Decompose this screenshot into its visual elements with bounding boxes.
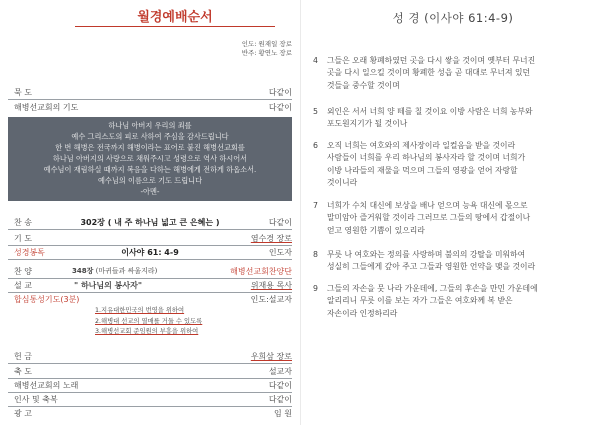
verse-line: 곳을 다시 일으킬 것이며 황폐한 성읍 곧 대대로 무너져 있던 xyxy=(327,68,531,78)
row-person: 우희삼 장로 xyxy=(250,352,292,361)
verse-6 xyxy=(313,140,593,190)
choir-group: 해병선교회찬양단 xyxy=(230,267,292,276)
verse-line: 무릇 나 여호와는 정의를 사랑하며 불의의 강탈을 미워하여 xyxy=(327,250,526,259)
verse-line: 오직 너희는 여호와의 제사장이라 일컬음을 받을 것이라 xyxy=(327,141,516,150)
sermon-title: " 하나님의 봉사자" xyxy=(74,281,143,290)
verse-7 xyxy=(313,200,593,237)
silent-prayer-row xyxy=(8,86,292,99)
sermon-row xyxy=(8,279,292,292)
accompanist-line: 반주: 황연노 장로 xyxy=(241,49,292,57)
row-role: 다같이 xyxy=(268,103,292,112)
page-divider xyxy=(300,0,301,425)
row-label: 광 고 xyxy=(14,409,32,418)
verse-number: 9 xyxy=(313,284,318,293)
row-label: 해병선교회의 기도 xyxy=(14,103,79,112)
separator xyxy=(8,229,292,230)
row-role: 설교자 xyxy=(268,367,292,376)
prayer-line: 예수님이 재림하실 때까지 복음을 다하는 해병에게 전하게 하옵소서. xyxy=(43,165,257,174)
row-label: 인사 및 축복 xyxy=(14,395,58,404)
hymn-title: ( 내 주 하나님 넓고 큰 은혜는 ) xyxy=(107,218,220,227)
verse-line: 너희가 수치 대신에 보상을 배나 얻으며 능욕 대신에 몫으로 xyxy=(327,201,528,210)
mission-song-row xyxy=(8,379,292,392)
verse-number: 4 xyxy=(313,56,318,65)
prayer-line: 예수님의 이름으로 기도 드립니다 xyxy=(97,176,203,185)
verse-line: 것들을 중수할 것이며 xyxy=(327,80,400,90)
verse-line: 알리리니 무릇 이를 보는 자가 그들은 여호와께 복 받은 xyxy=(327,296,513,306)
verse-5 xyxy=(313,106,593,131)
choir-hymn: 348장 (마귀들과 싸울지라) xyxy=(72,267,158,275)
prayer-amen: -아멘- xyxy=(140,187,160,196)
leader-line: 인도: 원재일 장로 xyxy=(241,40,292,48)
scripture-reading-row xyxy=(8,246,292,259)
prayer-item: 2.해병대 선교의 열매를 거둘 수 있도록 xyxy=(95,317,203,325)
marine-mission-prayer-row xyxy=(8,101,292,114)
praise-row xyxy=(8,216,292,229)
separator xyxy=(8,259,292,260)
row-label: 성경봉독 xyxy=(14,248,45,257)
prayer-text-box xyxy=(8,117,292,201)
choir-row xyxy=(8,265,292,278)
verse-line: 외인은 서서 너희 양 떼를 칠 것이요 이방 사람은 너희 농부와 xyxy=(327,107,533,116)
title-underline xyxy=(75,26,275,27)
verse-number: 5 xyxy=(313,107,318,116)
unison-prayer-row xyxy=(8,293,292,306)
row-label: 헌 금 xyxy=(14,352,32,361)
verse-line: 이방 나라들의 재물을 먹으며 그들의 영광을 얻어 자랑할 xyxy=(327,165,518,175)
verse-line: 자손이라 인정하리라 xyxy=(327,308,398,318)
row-label: 설 교 xyxy=(14,281,32,290)
offering-row xyxy=(8,350,292,363)
verse-line: 사람들이 너희를 우리 하나님의 봉사자라 할 것이며 너희가 xyxy=(327,153,526,163)
verse-line: 그들의 자손을 뭇 나라 가운데에, 그들의 후손을 만민 가운데에 xyxy=(327,284,538,293)
row-person: 위재용 목사 xyxy=(250,281,292,290)
verse-number: 8 xyxy=(313,250,318,259)
row-label: 합심통성기도(3분) xyxy=(14,295,80,304)
row-label: 기 도 xyxy=(14,234,32,243)
separator xyxy=(8,99,292,100)
verse-line: 그들은 오래 황폐하였던 곳을 다시 쌓을 것이며 옛부터 무너진 xyxy=(327,56,536,65)
prayer-row xyxy=(8,232,292,245)
scripture-ref: 이사야 61: 4-9 xyxy=(121,248,179,257)
row-person: 염수경 장로 xyxy=(250,234,292,243)
verse-line: 포도원지기가 될 것이나 xyxy=(327,119,408,129)
row-role: 다같이 xyxy=(268,395,292,404)
row-label: 묵 도 xyxy=(14,88,32,97)
prayer-line: 예수 그리스도의 피로 사하여 주심을 감사드립니다 xyxy=(71,132,229,141)
verse-number: 7 xyxy=(313,201,318,210)
row-role: 다같이 xyxy=(268,218,292,227)
benediction-row xyxy=(8,365,292,378)
row-role: 다같이 xyxy=(268,88,292,97)
separator xyxy=(8,363,292,364)
verse-4 xyxy=(313,55,593,92)
prayer-items xyxy=(95,306,202,338)
scripture-title: 성 경 (이사야 61:4-9) xyxy=(392,11,514,25)
prayer-item: 1.지유대한민국의 번영을 위하여 xyxy=(95,307,185,314)
verse-line: 얻고 영원한 기쁨이 있으리라 xyxy=(327,225,425,235)
row-label: 찬 송 xyxy=(14,218,32,227)
row-role: 다같이 xyxy=(268,381,292,390)
hymn-number: 302장 xyxy=(80,218,105,227)
verse-number: 6 xyxy=(313,141,318,150)
verse-line: 성실히 그들에게 갚아 주고 그들과 영원한 언약을 맺을 것이라 xyxy=(327,262,536,272)
row-label: 축 도 xyxy=(14,367,32,376)
prayer-line: 하나님 아버지 우리의 죄를 xyxy=(108,121,192,130)
row-role: 인도:설교자 xyxy=(250,295,292,304)
order-of-worship-title: 월경예배순서 xyxy=(137,10,213,25)
prayer-item: 3.해병선교회 준임원의 부흥을 위하여 xyxy=(95,328,199,335)
prayer-line: 하나님 아버지의 사랑으로 채워주시고 성령으로 역사 하시어서 xyxy=(52,154,248,163)
row-label: 찬 양 xyxy=(14,267,32,276)
greeting-row xyxy=(8,393,292,406)
row-role: 인도자 xyxy=(268,248,292,257)
verse-line: 말미암아 즐거워할 것이라 그러므로 그들의 땅에서 갑절이나 xyxy=(327,213,531,223)
verse-line: 것이니라 xyxy=(327,178,358,188)
announcements-row xyxy=(8,407,292,420)
prayer-line: 한 번 해병은 전국까지 해병이라는 표어로 붙진 해병선교회를 xyxy=(55,143,245,152)
row-role: 임 원 xyxy=(274,409,292,418)
verse-9 xyxy=(313,283,593,320)
verse-8 xyxy=(313,249,593,274)
hymn-info xyxy=(8,216,292,229)
worship-leaders xyxy=(152,40,292,58)
row-label: 해병선교회의 노래 xyxy=(14,381,79,390)
